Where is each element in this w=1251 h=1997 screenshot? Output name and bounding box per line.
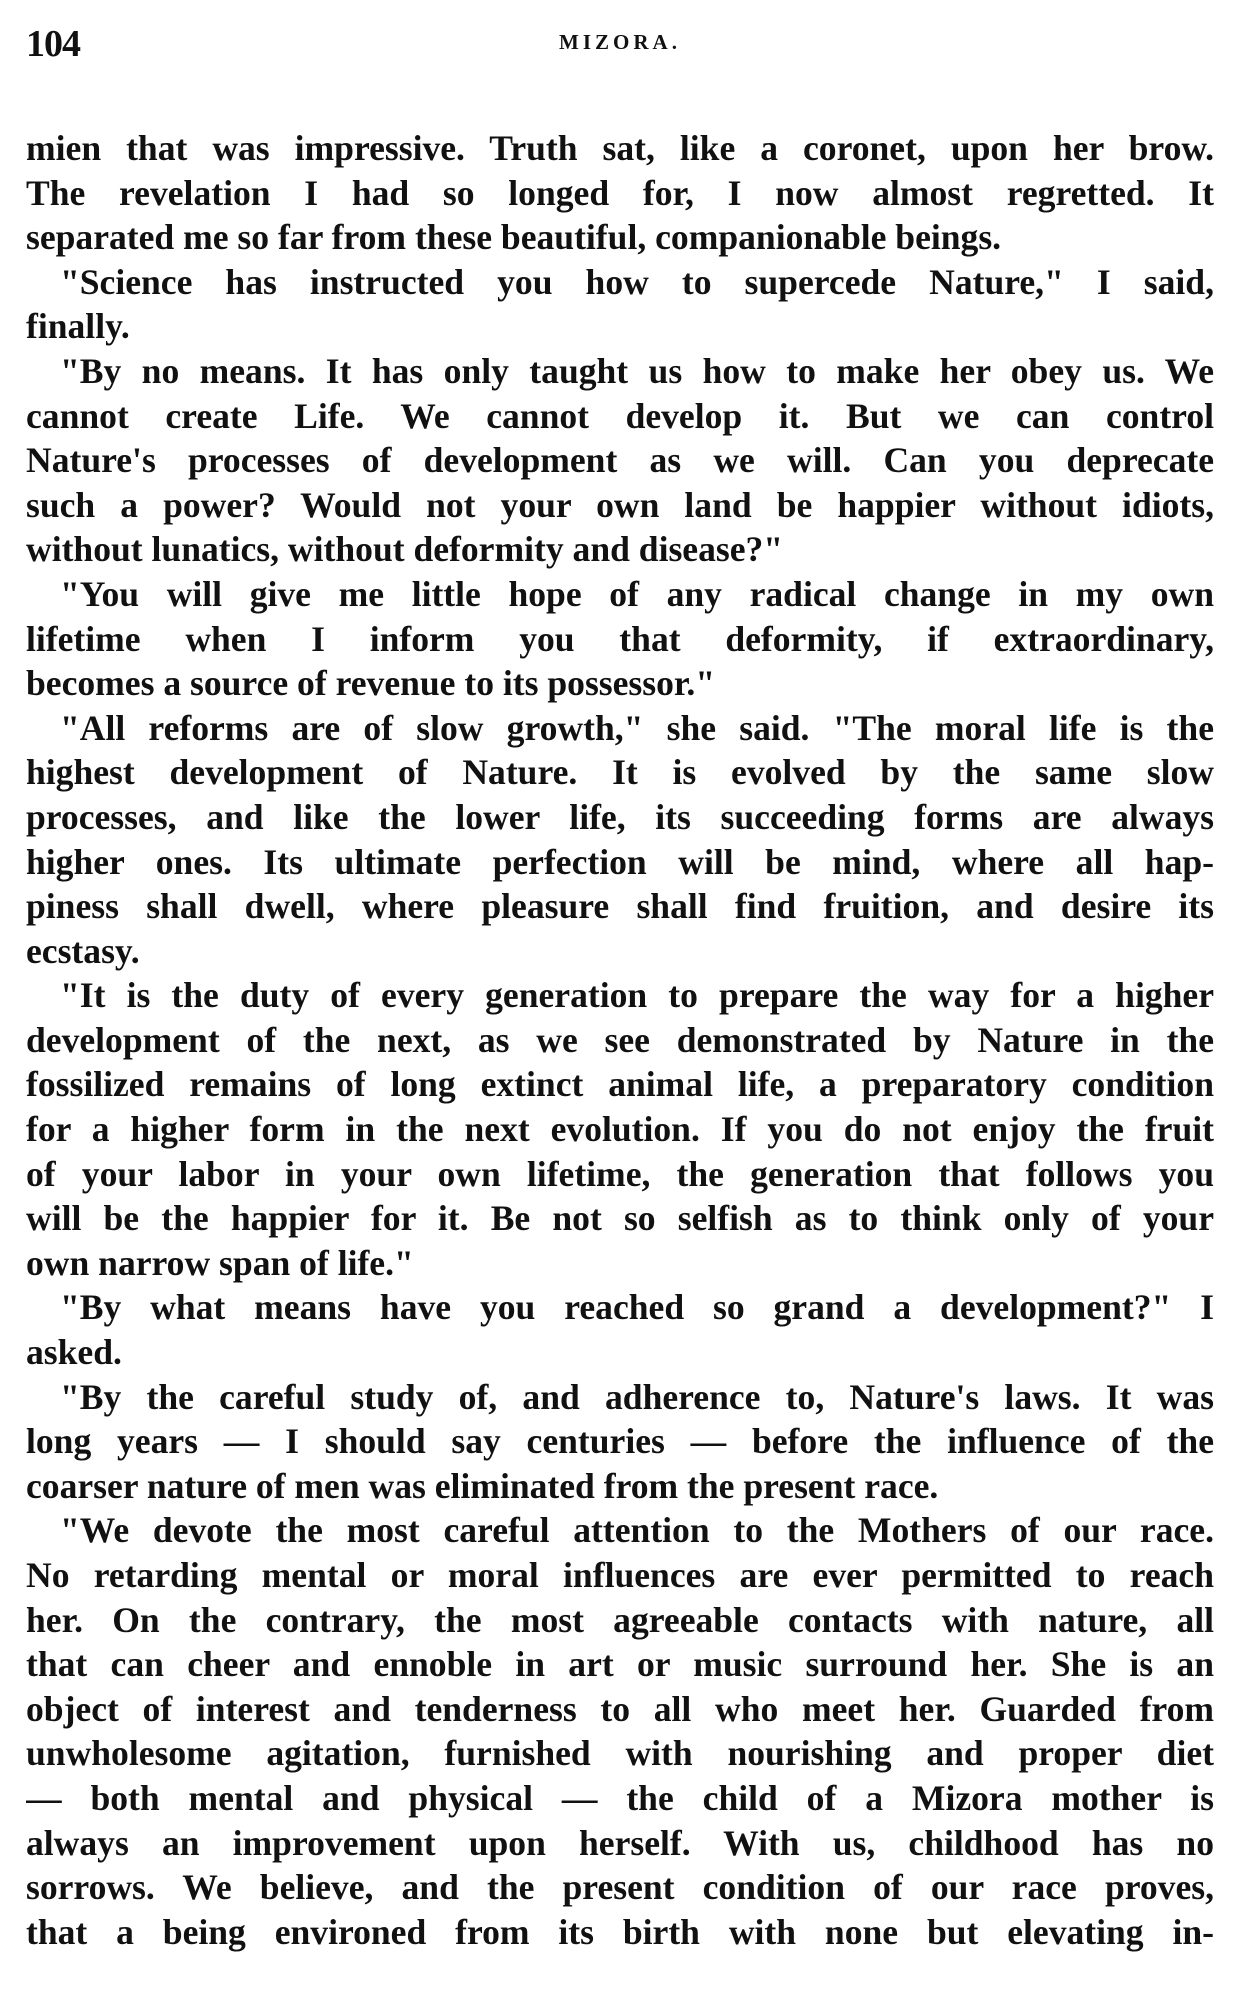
text-line: mien that was impressive. Truth sat, like a coronet, upon her brow. (26, 128, 1214, 168)
text-line: No retarding mental or moral influences are ever permitted to reach (26, 1555, 1214, 1595)
page-number: 104 (26, 23, 80, 65)
text-line: "By no means. It has only taught us how to make her obey us. We (60, 350, 1214, 391)
text-line: always an improvement upon herself. With us, childhood has no (26, 1822, 1214, 1863)
text-line: object of interest and tenderness to all who meet her. Guarded from (26, 1688, 1214, 1729)
text-line: separated me so far from these beautiful, companionable beings. (26, 217, 1002, 258)
text-line: will be the happier for it. Be not so selfish as to think only of your (26, 1198, 1214, 1239)
text-line: "We devote the most careful attention to the Mothers of our race. (60, 1510, 1214, 1551)
text-line: fossilized remains of long extinct animal life, a preparatory condition (26, 1064, 1214, 1105)
text-line: Nature's processes of development as we will. Can you deprecate (26, 440, 1214, 481)
text-line: unwholesome agitation, furnished with nourishing and proper diet (26, 1733, 1214, 1774)
text-line: own narrow span of life." (26, 1242, 414, 1283)
text-line: finally. (26, 306, 130, 347)
text-line: "All reforms are of slow growth," she said. "The moral life is the (60, 707, 1214, 748)
text-line: cannot create Life. We cannot develop it. But we can control (26, 395, 1214, 436)
text-line: The revelation I had so longed for, I now almost regretted. It (26, 172, 1214, 213)
text-line: "By the careful study of, and adherence to, Nature's laws. It was (60, 1376, 1214, 1417)
text-line: that can cheer and ennoble in art or music surround her. She is an (26, 1644, 1214, 1685)
text-line: of your labor in your own lifetime, the generation that follows you (26, 1153, 1214, 1194)
text-line: her. On the contrary, the most agreeable contacts with nature, all (26, 1599, 1214, 1640)
text-line: that a being environed from its birth with none but elevating in- (26, 1911, 1214, 1952)
text-line: ecstasy. (26, 930, 140, 971)
text-line: such a power? Would not your own land be happier without idiots, (26, 484, 1214, 525)
text-line: coarser nature of men was eliminated from the present race. (26, 1465, 939, 1506)
text-line: becomes a source of revenue to its possessor." (26, 663, 716, 704)
text-line: "You will give me little hope of any radical change in my own (60, 573, 1214, 614)
text-line: long years — I should say centuries — before the influence of the (26, 1421, 1214, 1462)
body-text (26, 126, 1214, 1954)
text-line: sorrows. We believe, and the present condition of our race proves, (26, 1867, 1214, 1908)
text-line: asked. (26, 1332, 122, 1373)
text-line: highest development of Nature. It is evolved by the same slow (26, 752, 1214, 793)
running-head (26, 0, 1214, 100)
running-title: MIZORA. (559, 30, 681, 54)
text-line: lifetime when I inform you that deformity, if extraordinary, (26, 618, 1214, 659)
text-line: piness shall dwell, where pleasure shall find fruition, and desire its (26, 886, 1214, 927)
text-line: "By what means have you reached so grand a development?" I (60, 1287, 1214, 1328)
text-line: development of the next, as we see demonstrated by Nature in the (26, 1019, 1214, 1060)
text-line: for a higher form in the next evolution. If you do not enjoy the fruit (26, 1109, 1214, 1150)
text-line: "It is the duty of every generation to prepare the way for a higher (60, 975, 1214, 1016)
text-line: — both mental and physical — the child of a Mizora mother is (26, 1777, 1214, 1818)
text-line: processes, and like the lower life, its succeeding forms are always (26, 796, 1214, 837)
book-page (26, 0, 1214, 1954)
text-line: without lunatics, without deformity and disease?" (26, 529, 784, 570)
text-line: higher ones. Its ultimate perfection will be mind, where all hap- (26, 841, 1214, 882)
text-line: "Science has instructed you how to supercede Nature," I said, (60, 261, 1214, 302)
